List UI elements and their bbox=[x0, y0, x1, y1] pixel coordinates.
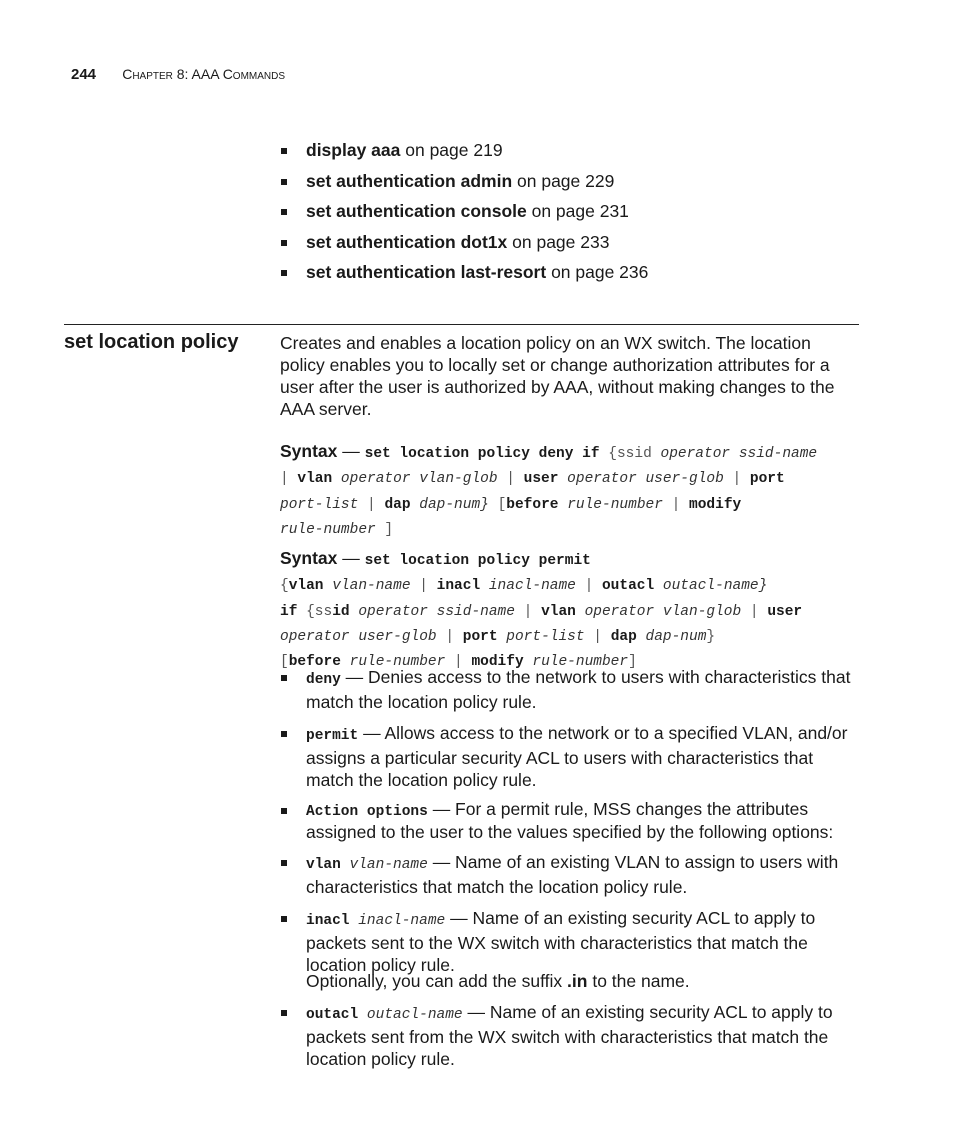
inacl-note: Optionally, you can add the suffix .in to the name. bbox=[306, 971, 690, 991]
page-number: 244 bbox=[71, 66, 97, 83]
running-header bbox=[71, 66, 285, 83]
command-link[interactable]: set authentication admin bbox=[306, 170, 513, 191]
command-link[interactable]: set authentication dot1x bbox=[306, 231, 508, 252]
parameter-list bbox=[280, 666, 858, 984]
parameter-list-cont bbox=[280, 1001, 858, 1070]
section-intro: Creates and enables a location policy on an WX switch. The location policy enables you to locally set or change authorization attributes for a user after the user is authorized by AAA, without making changes to the AAA server. bbox=[280, 333, 835, 419]
chapter-title: Chapter 8: AAA Commands bbox=[122, 66, 286, 82]
list-item: set authentication last-resort on page 236 bbox=[280, 261, 840, 283]
param-inacl: inacl inacl-name — Name of an existing security ACL to apply to packets sent to the WX switch with characteristics that match the location policy rule. bbox=[280, 907, 858, 976]
param-outacl: outacl outacl-name — Name of an existing security ACL to apply to packets sent from the WX switch with characteristics that match the location policy rule. bbox=[280, 1001, 858, 1070]
related-commands-list bbox=[280, 139, 840, 292]
syntax-label: Syntax bbox=[280, 548, 338, 568]
command-link[interactable]: set authentication console bbox=[306, 201, 527, 222]
section-divider bbox=[64, 324, 859, 325]
param-permit: permit — Allows access to the network or to a specified VLAN, and/or assigns a particular security ACL to users with characteristics that match the location policy rule. bbox=[280, 722, 858, 791]
syntax-label: Syntax bbox=[280, 441, 338, 461]
command-link[interactable]: display aaa bbox=[306, 140, 401, 160]
syntax-deny: Syntax — set location policy deny if {ssid operator ssid-name | vlan operator vlan-glob | user operator user-glob | port port-list | dap dap-num} [before rule-number | modify rule-number ] bbox=[280, 441, 818, 538]
param-action-options: Action options — For a permit rule, MSS changes the attributes assigned to the user to the values specified by the following options: bbox=[280, 799, 858, 842]
param-deny: deny — Denies access to the network to users with characteristics that match the location policy rule. bbox=[280, 666, 858, 713]
list-item: display aaa on page 219 bbox=[280, 139, 840, 161]
command-link[interactable]: set authentication last-resort bbox=[306, 262, 547, 283]
syntax-permit: Syntax — set location policy permit {vlan vlan-name | inacl inacl-name | outacl outacl-name} if {ssid operator ssid-name | vlan operator vlan-glob | user operator user-glob | port port-list | dap dap-num} [before rule-number | modify rule-number] bbox=[280, 548, 803, 671]
param-vlan: vlan vlan-name — Name of an existing VLAN to assign to users with characteristics that match the location policy rule. bbox=[280, 851, 858, 898]
list-item: set authentication dot1x on page 233 bbox=[280, 231, 840, 253]
section-title: set location policy bbox=[64, 331, 239, 353]
list-item: set authentication console on page 231 bbox=[280, 200, 840, 222]
list-item: set authentication admin on page 229 bbox=[280, 170, 840, 192]
